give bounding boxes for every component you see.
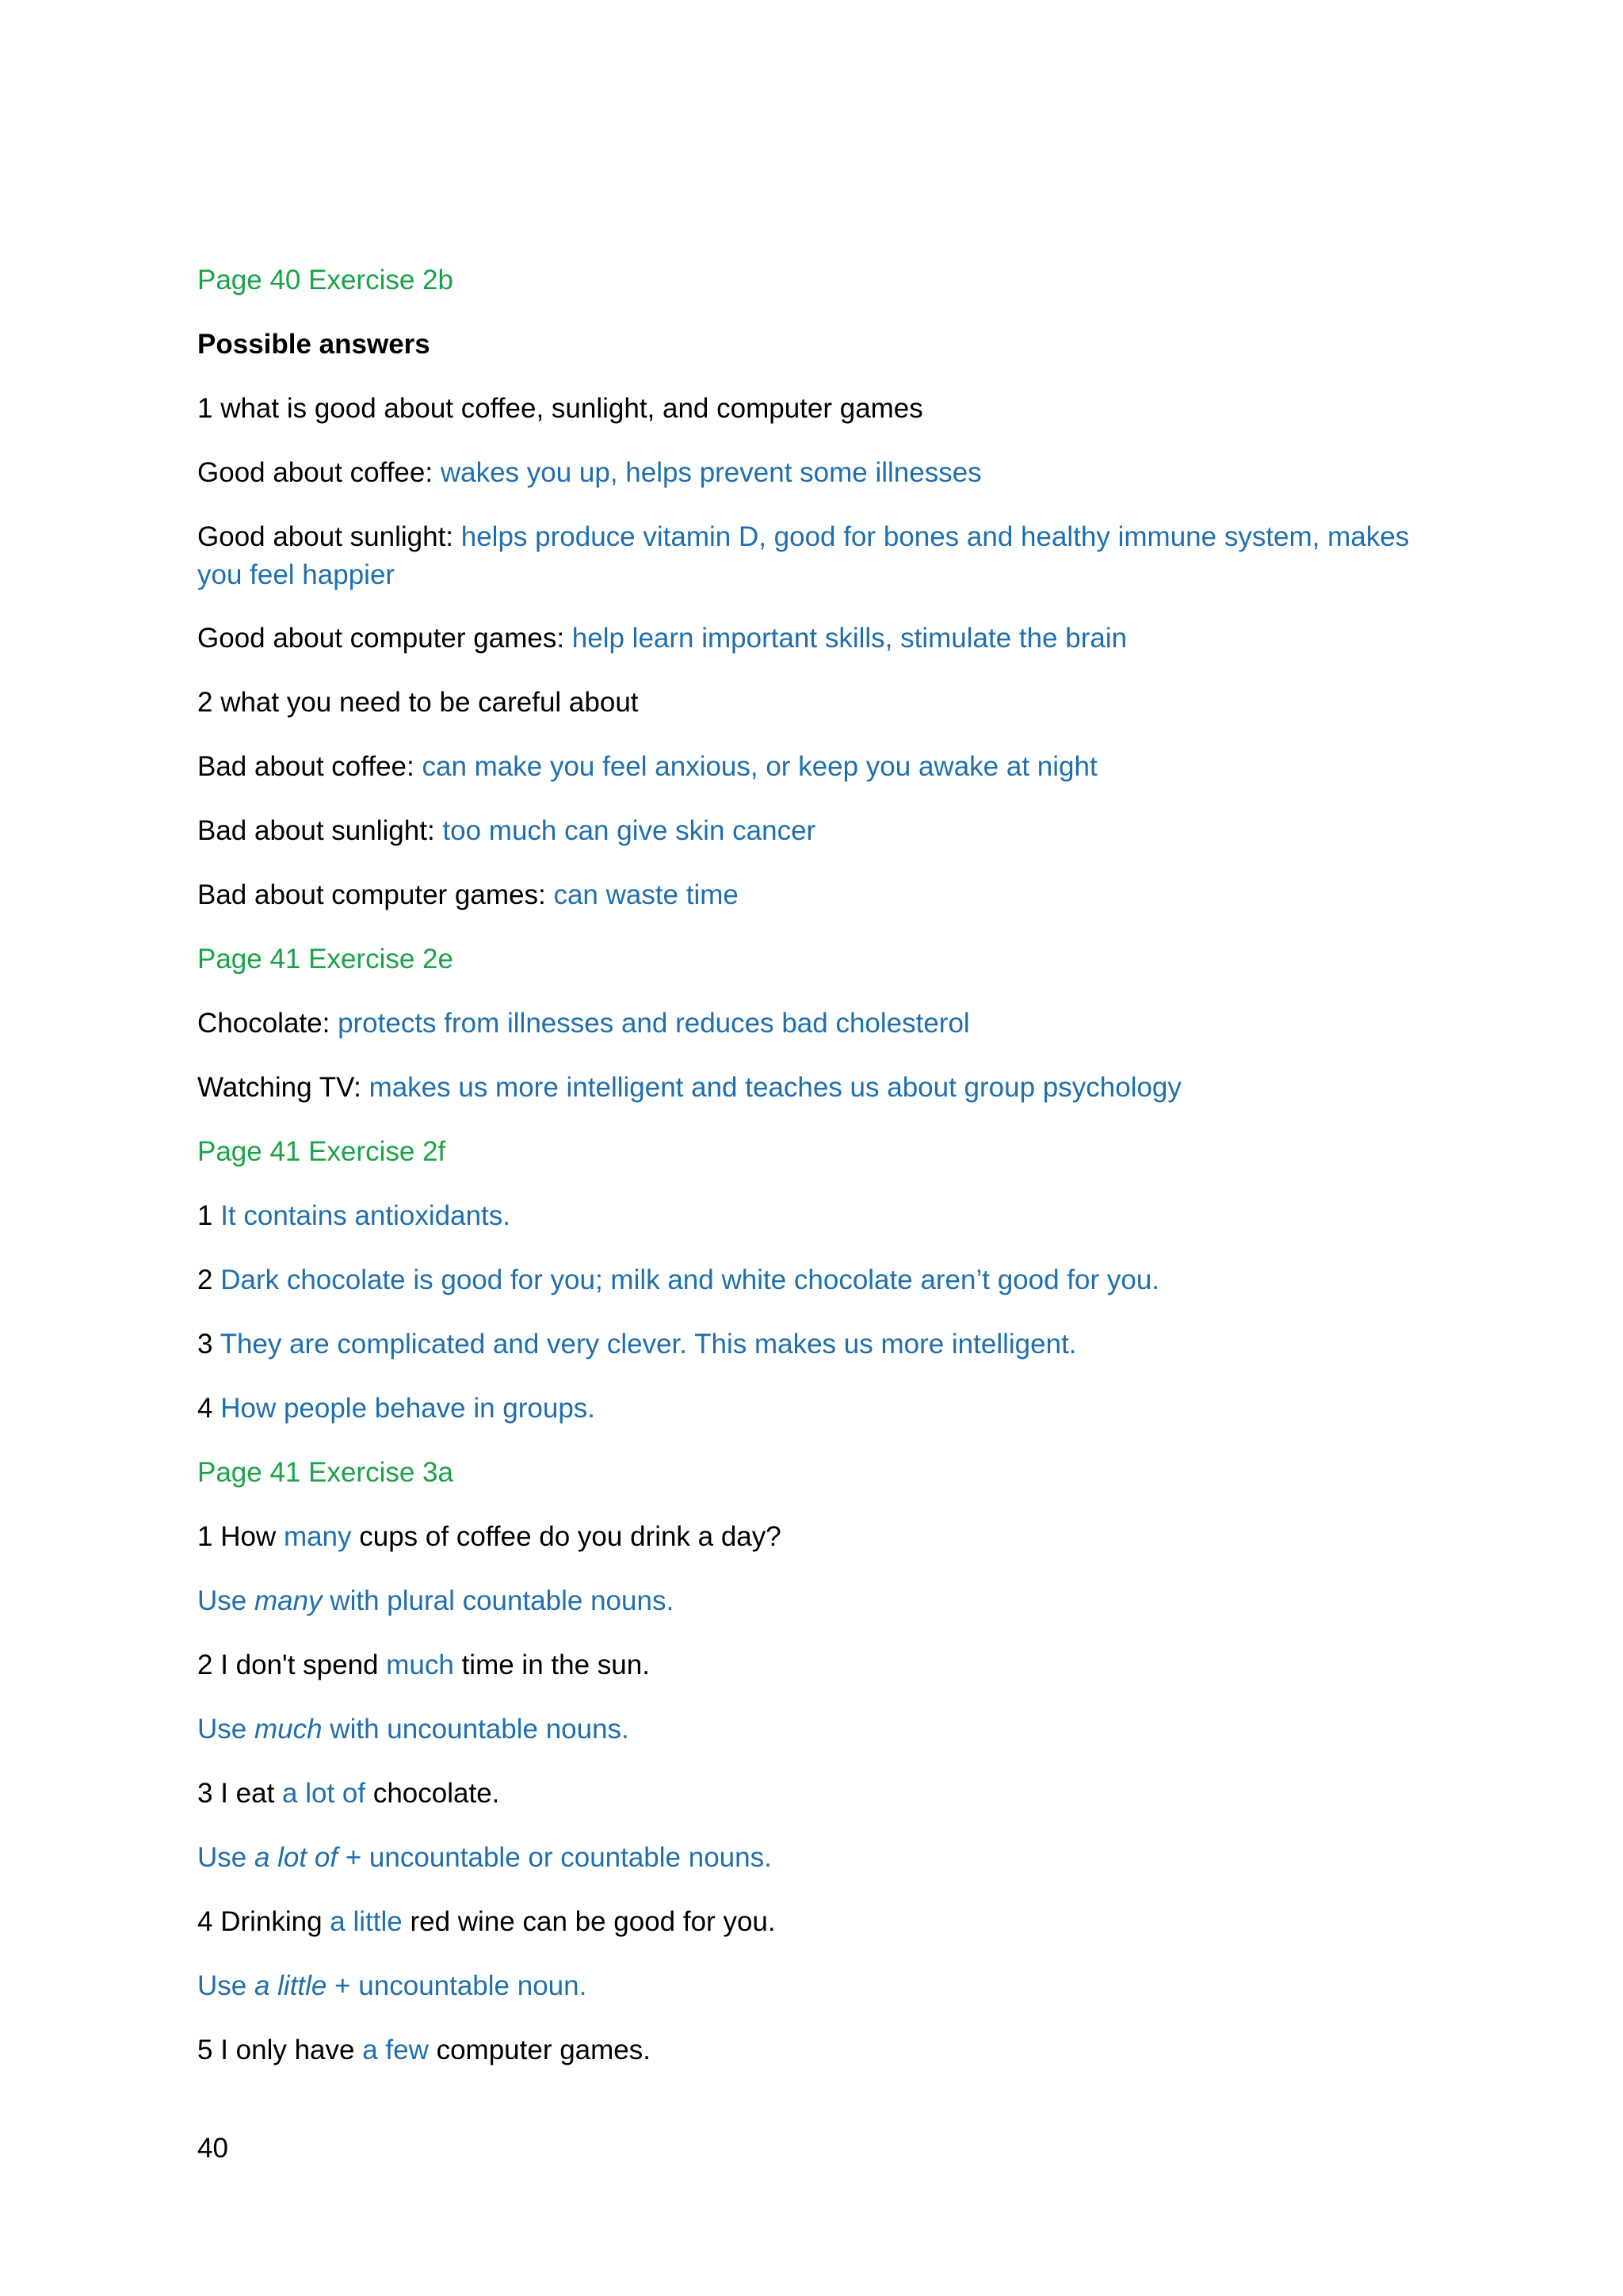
- sentence-text: cups of coffee do you drink a day?: [351, 1521, 781, 1552]
- coffee-bad-answer: can make you feel anxious, or keep you awake at night: [422, 751, 1098, 782]
- watching-tv-label: Watching TV:: [197, 1072, 369, 1103]
- answer-word: many: [283, 1521, 352, 1552]
- coffee-good-label: Good about coffee:: [197, 457, 441, 488]
- rule-text: with uncountable nouns.: [322, 1714, 629, 1745]
- rule-2: [197, 1711, 629, 1749]
- sentence-4: [197, 1903, 776, 1941]
- coffee-good-line: [197, 454, 982, 492]
- section-heading-ex3a: Page 41 Exercise 3a: [197, 1457, 453, 1488]
- watching-tv-line: [197, 1069, 1182, 1107]
- item-answer: It contains antioxidants.: [220, 1200, 510, 1231]
- answer-word: a few: [362, 2035, 429, 2065]
- question-2: 2 what you need to be careful about: [197, 687, 639, 718]
- sentence-text: 5 I only have: [197, 2035, 363, 2065]
- rule-keyword: much: [254, 1714, 323, 1745]
- rule-text: + uncountable noun.: [327, 1970, 587, 2001]
- answer-word: much: [386, 1650, 454, 1680]
- item-answer: How people behave in groups.: [220, 1393, 596, 1424]
- games-bad-line: [197, 876, 739, 914]
- answer-item: [197, 1261, 1159, 1299]
- sentence-text: chocolate.: [365, 1778, 500, 1809]
- item-number: 1: [197, 1200, 221, 1231]
- sentence-text: 3 I eat: [197, 1778, 283, 1809]
- possible-answers-heading: Possible answers: [197, 329, 430, 360]
- sentence-text: time in the sun.: [453, 1650, 650, 1680]
- answer-item: [197, 1390, 595, 1428]
- chocolate-line: [197, 1005, 970, 1043]
- sunlight-bad-line: [197, 812, 815, 850]
- answer-item: [197, 1325, 1077, 1363]
- sentence-text: 2 I don't spend: [197, 1650, 387, 1680]
- sentence-text: 4 Drinking: [197, 1906, 330, 1937]
- sentence-3: [197, 1775, 499, 1813]
- sunlight-good-answer: helps produce vitamin D, good for bones and healthy immune system, makes you feel happier: [197, 521, 1410, 590]
- sentence-text: computer games.: [428, 2035, 651, 2065]
- sentence-5: [197, 2031, 651, 2069]
- answer-word: a lot of: [282, 1778, 366, 1809]
- games-bad-label: Bad about computer games:: [197, 879, 554, 910]
- games-good-label: Good about computer games:: [197, 623, 572, 654]
- page-number: 40: [197, 2133, 228, 2164]
- sentence-text: 1 How: [197, 1521, 284, 1552]
- rule-3: [197, 1839, 772, 1877]
- rule-keyword: a lot of: [254, 1842, 338, 1873]
- watching-tv-answer: makes us more intelligent and teaches us about group psychology: [369, 1072, 1182, 1103]
- item-number: 2: [197, 1264, 221, 1295]
- rule-4: [197, 1967, 586, 2005]
- item-answer: Dark chocolate is good for you; milk and white chocolate aren’t good for you.: [220, 1264, 1160, 1295]
- rule-text: Use: [197, 1714, 254, 1745]
- section-heading-ex2e: Page 41 Exercise 2e: [197, 944, 453, 974]
- item-number: 3: [197, 1329, 220, 1360]
- sunlight-bad-answer: too much can give skin cancer: [442, 815, 816, 846]
- section-heading-ex2b: Page 40 Exercise 2b: [197, 265, 453, 296]
- sentence-1: [197, 1518, 781, 1556]
- sunlight-bad-label: Bad about sunlight:: [197, 815, 443, 846]
- rule-text: Use: [197, 1842, 254, 1873]
- question-1: 1 what is good about coffee, sunlight, and computer games: [197, 393, 923, 424]
- coffee-good-answer: wakes you up, helps prevent some illnesses: [440, 457, 982, 488]
- games-bad-answer: can waste time: [553, 879, 739, 910]
- sunlight-good-label: Good about sunlight:: [197, 521, 461, 552]
- chocolate-answer: protects from illnesses and reduces bad cholesterol: [338, 1008, 970, 1039]
- coffee-bad-line: [197, 748, 1098, 786]
- rule-keyword: a little: [254, 1970, 327, 2001]
- rule-text: + uncountable or countable nouns.: [338, 1842, 772, 1873]
- answer-item: [197, 1197, 510, 1235]
- answer-word: a little: [330, 1906, 403, 1937]
- section-heading-ex2f: Page 41 Exercise 2f: [197, 1136, 446, 1167]
- chocolate-label: Chocolate:: [197, 1008, 338, 1039]
- games-good-answer: help learn important skills, stimulate the brain: [571, 623, 1128, 654]
- item-answer: They are complicated and very clever. This makes us more intelligent.: [220, 1329, 1077, 1360]
- item-number: 4: [197, 1393, 221, 1424]
- rule-keyword: many: [254, 1585, 323, 1616]
- rule-text: with plural countable nouns.: [322, 1585, 674, 1616]
- sentence-text: red wine can be good for you.: [402, 1906, 776, 1937]
- rule-text: Use: [197, 1970, 254, 2001]
- games-good-line: [197, 620, 1127, 658]
- sentence-2: [197, 1646, 650, 1684]
- coffee-bad-label: Bad about coffee:: [197, 751, 422, 782]
- rule-text: Use: [197, 1585, 254, 1616]
- sunlight-good-line: [197, 518, 1434, 594]
- rule-1: [197, 1582, 674, 1620]
